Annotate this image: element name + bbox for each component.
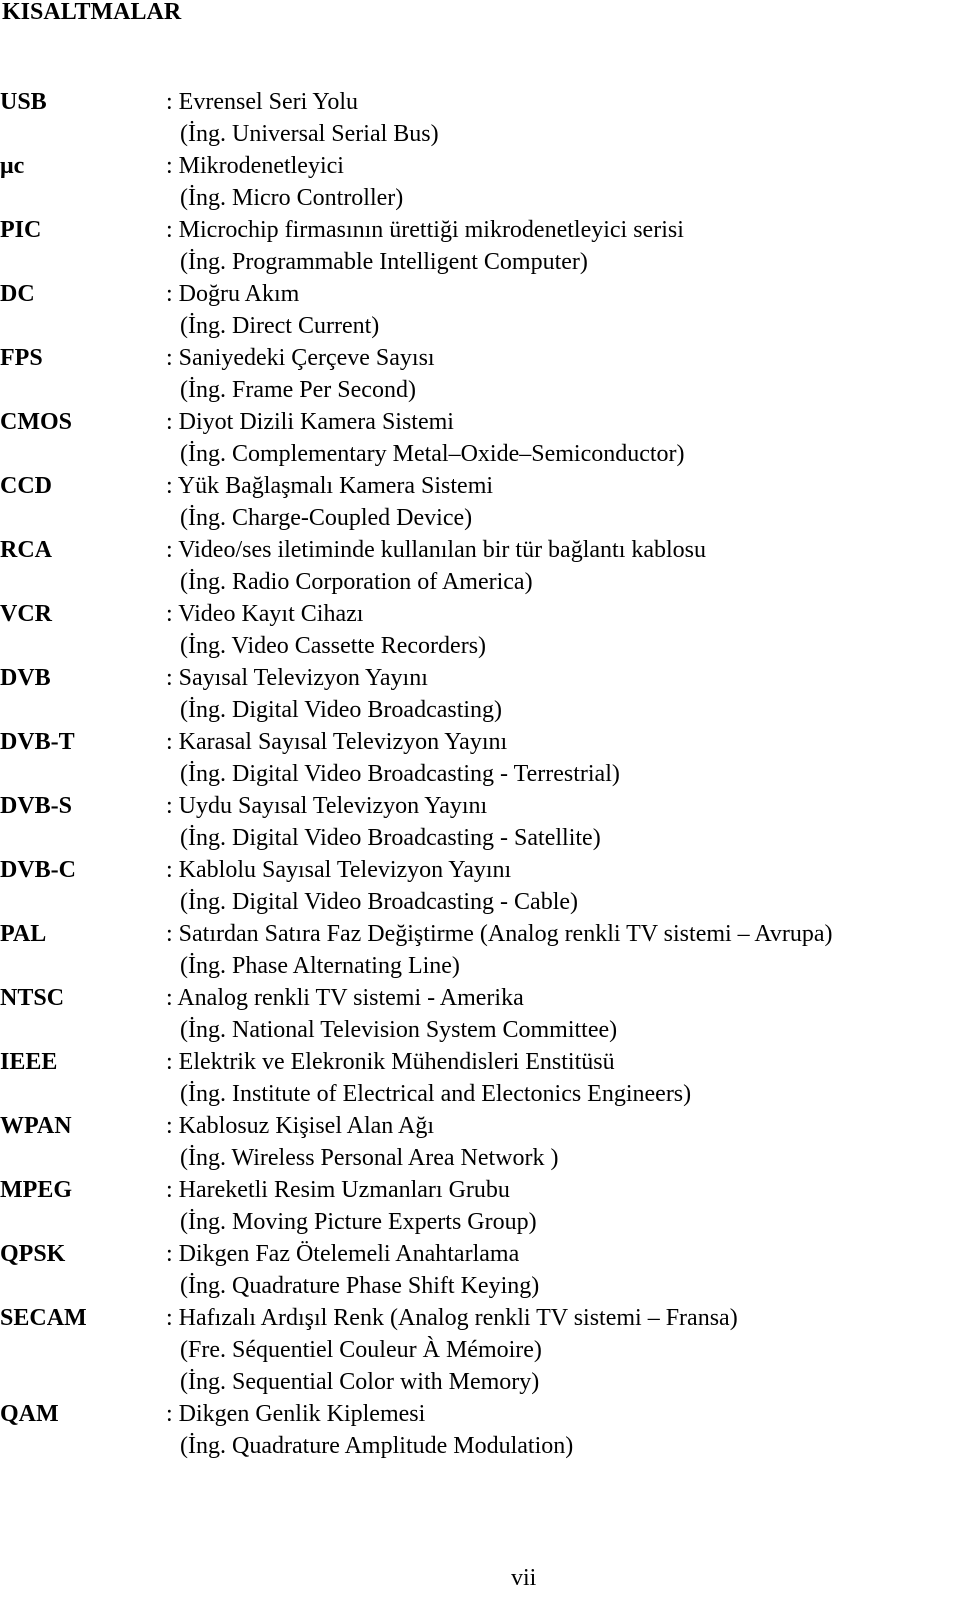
abbreviation-definition — [166, 1046, 691, 1110]
abbreviation-term: DVB — [0, 665, 51, 691]
definition-turkish: : Microchip firmasının ürettiği mikrodenetleyici serisi — [166, 217, 684, 243]
abbreviation-entry — [0, 470, 960, 534]
definition-turkish: : Elektrik ve Elekronik Mühendisleri Enstitüsü — [166, 1049, 615, 1075]
page-title: KISALTMALAR — [2, 0, 182, 25]
abbreviation-definition — [166, 1302, 738, 1398]
abbreviation-entry — [0, 982, 960, 1046]
definition-original: (İng. Programmable Intelligent Computer) — [180, 249, 588, 275]
abbreviation-term: RCA — [0, 537, 52, 563]
abbreviation-entry — [0, 534, 960, 598]
abbreviation-term: DVB-T — [0, 729, 75, 755]
abbreviation-term: VCR — [0, 601, 52, 627]
definition-original: (Fre. Séquentiel Couleur À Mémoire) — [180, 1337, 542, 1363]
abbreviation-definition — [166, 534, 706, 598]
abbreviation-definition — [166, 726, 620, 790]
definition-turkish: : Uydu Sayısal Televizyon Yayını — [166, 793, 488, 819]
abbreviation-entry — [0, 1302, 960, 1398]
definition-turkish: : Dikgen Genlik Kiplemesi — [166, 1401, 426, 1427]
abbreviation-definition — [166, 278, 379, 342]
abbreviation-definition — [166, 1110, 558, 1174]
abbreviation-definition — [166, 854, 578, 918]
definition-turkish: : Karasal Sayısal Televizyon Yayını — [166, 729, 508, 755]
abbreviation-definition — [166, 918, 833, 982]
abbreviation-definition — [166, 982, 617, 1046]
definition-original: (İng. Digital Video Broadcasting - Cable) — [180, 889, 579, 915]
abbreviation-term: CMOS — [0, 409, 72, 435]
abbreviation-definition — [166, 470, 493, 534]
abbreviation-entry — [0, 726, 960, 790]
abbreviation-entry — [0, 150, 960, 214]
definition-turkish: : Analog renkli TV sistemi - Amerika — [166, 985, 524, 1011]
abbreviation-term: FPS — [0, 345, 43, 371]
abbreviation-entry — [0, 406, 960, 470]
definition-original: (İng. National Television System Committee) — [180, 1017, 618, 1043]
abbreviation-entry — [0, 86, 960, 150]
definition-original: (İng. Frame Per Second) — [180, 377, 416, 403]
abbreviation-term: USB — [0, 89, 47, 115]
abbreviation-definition — [166, 214, 684, 278]
abbreviation-entry — [0, 662, 960, 726]
definition-turkish: : Satırdan Satıra Faz Değiştirme (Analog renkli TV sistemi – Avrupa) — [166, 921, 833, 947]
definition-original: (İng. Radio Corporation of America) — [180, 569, 533, 595]
abbreviation-entry — [0, 1174, 960, 1238]
abbreviation-definition — [166, 662, 502, 726]
abbreviation-term: SECAM — [0, 1305, 87, 1331]
definition-original: (İng. Quadrature Phase Shift Keying) — [180, 1273, 540, 1299]
definition-turkish: : Video Kayıt Cihazı — [166, 601, 364, 627]
abbreviation-term: DVB-C — [0, 857, 76, 883]
abbreviation-entry — [0, 1238, 960, 1302]
abbreviation-entry — [0, 1046, 960, 1110]
definition-turkish: : Sayısal Televizyon Yayını — [166, 665, 428, 691]
definition-turkish: : Evrensel Seri Yolu — [166, 89, 358, 115]
abbreviation-term: MPEG — [0, 1177, 72, 1203]
definition-original: (İng. Digital Video Broadcasting - Satellite) — [180, 825, 601, 851]
definition-original: (İng. Digital Video Broadcasting) — [180, 697, 503, 723]
definition-turkish: : Kablosuz Kişisel Alan Ağı — [166, 1113, 434, 1139]
definition-original: (İng. Direct Current) — [180, 313, 380, 339]
abbreviation-entry — [0, 214, 960, 278]
abbreviation-term: DVB-S — [0, 793, 73, 819]
abbreviation-term: NTSC — [0, 985, 65, 1011]
definition-turkish: : Hafızalı Ardışıl Renk (Analog renkli TV sistemi – Fransa) — [166, 1305, 738, 1331]
abbreviation-entry — [0, 1398, 960, 1462]
definition-turkish: : Doğru Akım — [166, 281, 300, 307]
abbreviation-term: DC — [0, 281, 35, 307]
abbreviation-definition — [166, 406, 685, 470]
definition-turkish: : Yük Bağlaşmalı Kamera Sistemi — [166, 473, 494, 499]
abbreviation-entry — [0, 342, 960, 406]
definition-turkish: : Diyot Dizili Kamera Sistemi — [166, 409, 454, 435]
page-number: vii — [511, 1565, 537, 1591]
definition-original: (İng. Quadrature Amplitude Modulation) — [180, 1433, 574, 1459]
definition-original: (İng. Charge-Coupled Device) — [180, 505, 473, 531]
abbreviation-term: IEEE — [0, 1049, 58, 1075]
abbreviation-entry — [0, 854, 960, 918]
abbreviation-term: PAL — [0, 921, 47, 947]
abbreviation-definition — [166, 790, 601, 854]
definition-turkish: : Video/ses iletiminde kullanılan bir tür bağlantı kablosu — [166, 537, 707, 563]
abbreviation-entry — [0, 918, 960, 982]
definition-original: (İng. Universal Serial Bus) — [180, 121, 439, 147]
abbreviation-definition — [166, 1398, 573, 1462]
abbreviation-term: WPAN — [0, 1113, 72, 1139]
abbreviation-term: QPSK — [0, 1241, 66, 1267]
abbreviation-entry — [0, 790, 960, 854]
definition-turkish: : Saniyedeki Çerçeve Sayısı — [166, 345, 435, 371]
abbreviation-definition — [166, 598, 486, 662]
definition-original: (İng. Phase Alternating Line) — [180, 953, 460, 979]
definition-original: (İng. Moving Picture Experts Group) — [180, 1209, 537, 1235]
abbreviation-term: CCD — [0, 473, 52, 499]
abbreviation-definition — [166, 342, 435, 406]
definition-original: (İng. Micro Controller) — [180, 185, 404, 211]
abbreviation-definition — [166, 1174, 537, 1238]
definition-original: (İng. Institute of Electrical and Electonics Engineers) — [180, 1081, 692, 1107]
abbreviation-entry — [0, 598, 960, 662]
abbreviation-term: PIC — [0, 217, 42, 243]
abbreviation-term: μc — [0, 153, 25, 179]
definition-original: (İng. Sequential Color with Memory) — [180, 1369, 540, 1395]
definition-original: (İng. Digital Video Broadcasting - Terrestrial) — [180, 761, 620, 787]
definition-turkish: : Mikrodenetleyici — [166, 153, 344, 179]
abbreviation-definition — [166, 86, 439, 150]
abbreviation-definition — [166, 150, 403, 214]
abbreviation-entry — [0, 278, 960, 342]
definition-original: (İng. Complementary Metal–Oxide–Semiconductor) — [180, 441, 685, 467]
abbreviation-definition — [166, 1238, 539, 1302]
definition-original: (İng. Video Cassette Recorders) — [180, 633, 487, 659]
abbreviation-list — [0, 86, 960, 1462]
definition-turkish: : Kablolu Sayısal Televizyon Yayını — [166, 857, 512, 883]
abbreviation-entry — [0, 1110, 960, 1174]
definition-turkish: : Hareketli Resim Uzmanları Grubu — [166, 1177, 510, 1203]
definition-turkish: : Dikgen Faz Ötelemeli Anahtarlama — [166, 1241, 520, 1267]
definition-original: (İng. Wireless Personal Area Network ) — [180, 1145, 559, 1171]
abbreviation-term: QAM — [0, 1401, 59, 1427]
